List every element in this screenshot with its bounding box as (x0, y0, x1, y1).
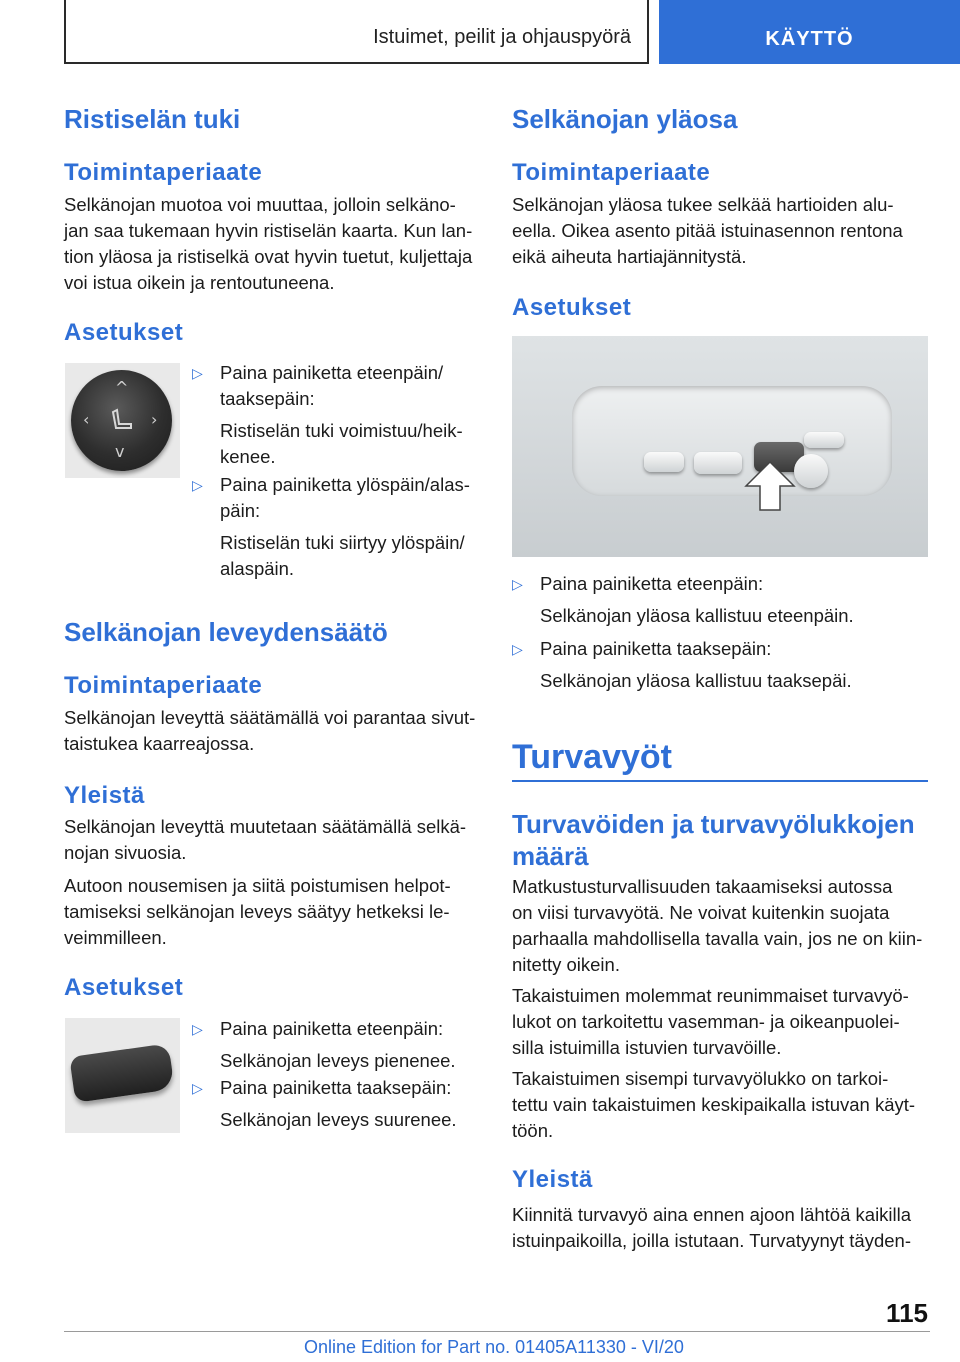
subheading-settings: Asetukset (64, 319, 184, 346)
paragraph-width-entry: Autoon nousemisen ja siitä poistumisen helpot- tamiseksi selkänojan leveys säätyy hetkeksi le- veimmilleen. (64, 875, 451, 948)
paragraph-outer-buckles: Takaistuimen molemmat reunimmaiset turvavyö- lukot on tarkoitettu vasemman- ja oikeanpuolei- silla istuimilla istuvien turvavöille. (512, 985, 909, 1058)
page-number: 115 (886, 1298, 928, 1328)
triangle-right-icon: ▷ (512, 576, 523, 592)
chapter-title-seatbelts: Turvavyöt (512, 738, 672, 776)
triangle-right-icon: ▷ (192, 1021, 203, 1037)
triangle-right-icon: ▷ (192, 365, 203, 381)
arrow-down-icon: v (115, 442, 125, 461)
arrow-up-icon: ^ (115, 378, 129, 397)
subheading-settings: Asetukset (64, 974, 184, 1001)
lumbar-knob-image (65, 363, 180, 478)
list-item: ▷ Paina painiketta taaksepäin: Selkänojan yläosa kallistuu taaksepäi. (512, 638, 852, 691)
paragraph-lumbar-principle: Selkänojan muotoa voi muuttaa, jolloin selkäno- jan saa tukemaan hyvin ristiselän kaarta. Kun lan- tion yläosa ja ristiselkä ovat hyvin tuetut, kuljettaja voi istua oikein ja rentoutuneena. (64, 194, 473, 293)
seat-switch-photo (512, 336, 928, 557)
paragraph-width-principle: Selkänojan leveyttä säätämällä voi parantaa sivut- taistukea kaarreajossa. (64, 707, 476, 754)
header-section-box (64, 0, 649, 64)
list-item: ▷ Paina painiketta ylöspäin/alas- päin: Ristiselän tuki siirtyy ylöspäin/ alaspäin. (192, 474, 470, 579)
section-title-width: Selkänojan leveydensäätö (64, 617, 388, 647)
list-item: ▷ Paina painiketta eteenpäin: Selkänojan yläosa kallistuu eteenpäin. (512, 573, 854, 626)
seat-switch (694, 452, 742, 474)
paragraph-seatbelt-count: Matkustusturvallisuuden takaamiseksi autossa on viisi turvavyötä. Ne voivat kuitenkin suojata parhaalla mahdollisella tavalla vain, jos ne on kiin- nitetty oikein. (512, 876, 923, 975)
width-adjust-button (69, 1043, 174, 1102)
subheading-principle: Toimintaperiaate (64, 159, 263, 186)
subheading-settings: Asetukset (512, 294, 632, 321)
footer-edition-link[interactable]: Online Edition for Part no. 01405A11330 - VI/20 (304, 1337, 684, 1357)
triangle-right-icon: ▷ (512, 641, 523, 657)
chapter-divider (512, 780, 928, 782)
triangle-right-icon: ▷ (192, 1080, 203, 1096)
paragraph-width-general: Selkänojan leveyttä muutetaan säätämällä selkä- nojan sivuosia. (64, 816, 467, 863)
seat-icon (107, 406, 137, 436)
paragraph-seatbelt-general: Kiinnitä turvavyö aina ennen ajoon lähtöä kaikilla istuinpaikoilla, joilla istutaan. Turvatyynyt täyden- (512, 1204, 912, 1251)
subheading-general: Yleistä (512, 1166, 593, 1193)
header-section-title: Istuimet, peilit ja ohjauspyörä (373, 26, 631, 48)
paragraph-upper-principle: Selkänojan yläosa tukee selkää hartioiden alu- eella. Oikea asento pitää istuinasennon rentona eikä aiheuta hartiajännitystä. (512, 194, 903, 267)
section-title-seatbelt-count: Turvavöiden ja turvavyölukkojen määrä (512, 809, 915, 871)
seat-switch (644, 452, 684, 472)
subheading-general: Yleistä (64, 782, 145, 809)
section-title-upper-backrest: Selkänojan yläosa (512, 104, 738, 134)
subheading-principle: Toimintaperiaate (64, 672, 263, 699)
seat-switch (804, 432, 844, 448)
list-item: ▷ Paina painiketta eteenpäin/ taaksepäin: Ristiselän tuki voimistuu/heik- kenee. (192, 362, 463, 467)
arrow-up-icon (740, 456, 800, 516)
arrow-right-icon: › (151, 410, 158, 429)
lumbar-control-knob (71, 370, 172, 471)
seat-control-panel (572, 386, 892, 496)
list-item: ▷ Paina painiketta taaksepäin: Selkänojan leveys suurenee. (192, 1077, 457, 1130)
section-title-lumbar: Ristiselän tuki (64, 104, 241, 134)
list-item: ▷ Paina painiketta eteenpäin: Selkänojan leveys pienenee. (192, 1018, 456, 1071)
header-chapter-label: KÄYTTÖ (765, 28, 854, 50)
triangle-right-icon: ▷ (192, 477, 203, 493)
arrow-left-icon: ‹ (83, 410, 90, 429)
header-chapter-tab[interactable] (659, 0, 960, 64)
subheading-principle: Toimintaperiaate (512, 159, 711, 186)
footer-divider (64, 1331, 930, 1332)
width-button-image (65, 1018, 180, 1133)
paragraph-inner-buckle: Takaistuimen sisempi turvavyölukko on tarkoi- tettu vain takaistuimen keskipaikalla istuvan käyt- töön. (512, 1068, 916, 1141)
